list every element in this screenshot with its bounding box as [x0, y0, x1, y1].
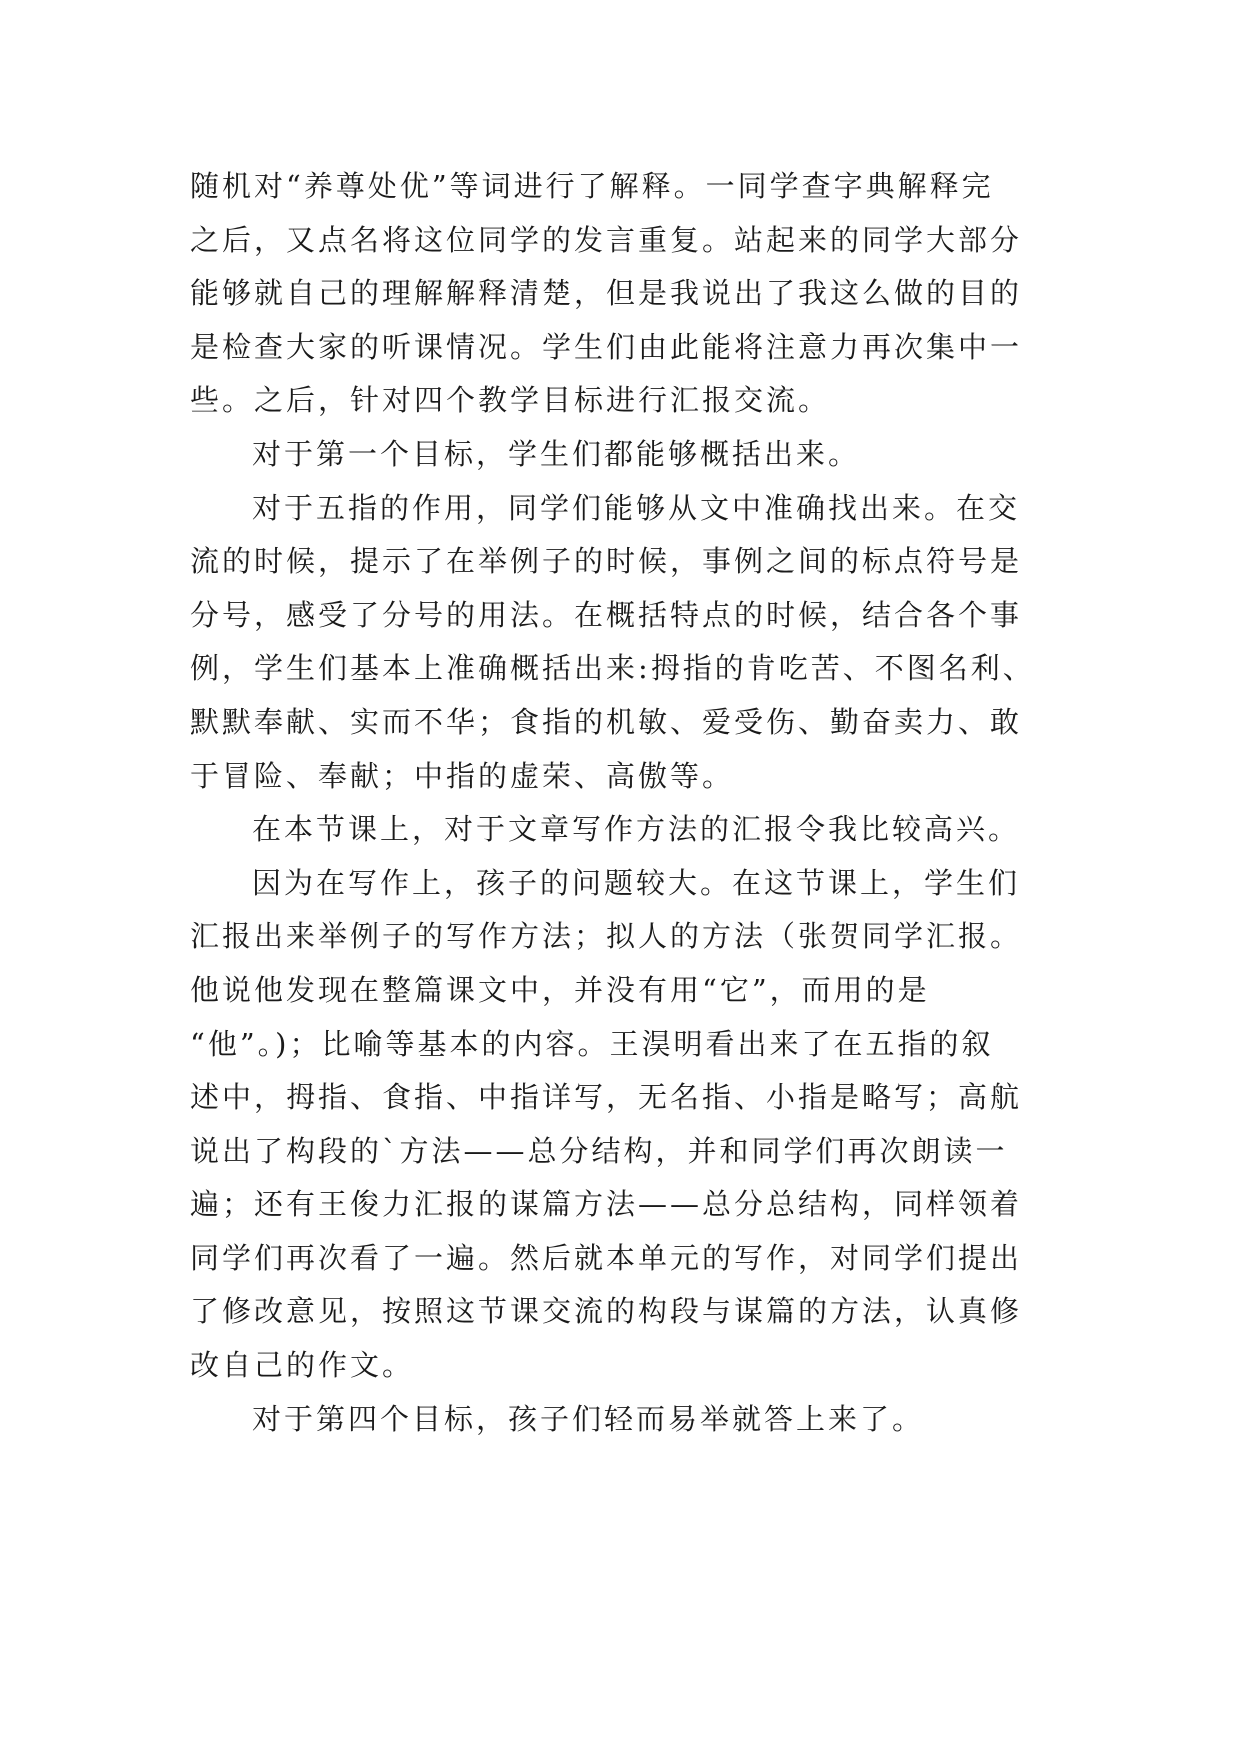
document-body — [190, 160, 1048, 1446]
text-line: 默默奉献、实而不华；食指的机敏、爱受伤、勤奋卖力、敢 — [190, 704, 1023, 739]
text-line: 他说他发现在整篇课文中，并没有用“它”，而用的是 — [190, 972, 930, 1007]
text-line: 是检查大家的听课情况。学生们由此能将注意力再次集中一 — [190, 329, 1023, 364]
paragraph-first-line: 对于第四个目标，孩子们轻而易举就答上来了。 — [252, 1401, 925, 1436]
text-line: 述中，拇指、食指、中指详写，无名指、小指是略写；高航 — [190, 1080, 1023, 1115]
text-line: 说出了构段的`方法——总分结构，并和同学们再次朗读一 — [190, 1133, 1008, 1168]
paragraph-first-line: 对于第一个目标，学生们都能够概括出来。 — [252, 436, 861, 471]
text-line: 随机对“养尊处优”等词进行了解释。一同学查字典解释完 — [190, 169, 994, 203]
paragraph-first-line: 因为在写作上，孩子的问题较大。在这节课上，学生们 — [252, 865, 1021, 900]
paragraph-first-line: 对于五指的作用，同学们能够从文中准确找出来。在交 — [252, 490, 1021, 525]
text-line: 于冒险、奉献；中指的虚荣、高傲等。 — [190, 758, 735, 793]
text-line: 了修改意见，按照这节课交流的构段与谋篇的方法，认真修 — [190, 1294, 1023, 1329]
text-line: 汇报出来举例子的写作方法；拟人的方法（张贺同学汇报。 — [190, 919, 1023, 954]
text-line: 流的时候，提示了在举例子的时候，事例之间的标点符号是 — [190, 544, 1023, 579]
text-line: 同学们再次看了一遍。然后就本单元的写作，对同学们提出 — [190, 1240, 1023, 1275]
text-line: 例，学生们基本上准确概括出来:拇指的肯吃苦、不图名利、 — [190, 651, 1035, 686]
text-line: 能够就自己的理解解释清楚，但是我说出了我这么做的目的 — [190, 276, 1023, 311]
paragraph-first-line: 在本节课上，对于文章写作方法的汇报令我比较高兴。 — [252, 812, 1021, 847]
text-line: 之后，又点名将这位同学的发言重复。站起来的同学大部分 — [190, 222, 1023, 257]
text-line: 分号，感受了分号的用法。在概括特点的时候，结合各个事 — [190, 597, 1023, 632]
text-line: “他”。)；比喻等基本的内容。王淏明看出来了在五指的叙 — [190, 1026, 994, 1061]
text-line: 遍；还有王俊力汇报的谋篇方法——总分总结构，同样领着 — [190, 1187, 1023, 1222]
text-line: 些。之后，针对四个教学目标进行汇报交流。 — [190, 383, 831, 418]
text-line: 改自己的作文。 — [190, 1348, 415, 1383]
